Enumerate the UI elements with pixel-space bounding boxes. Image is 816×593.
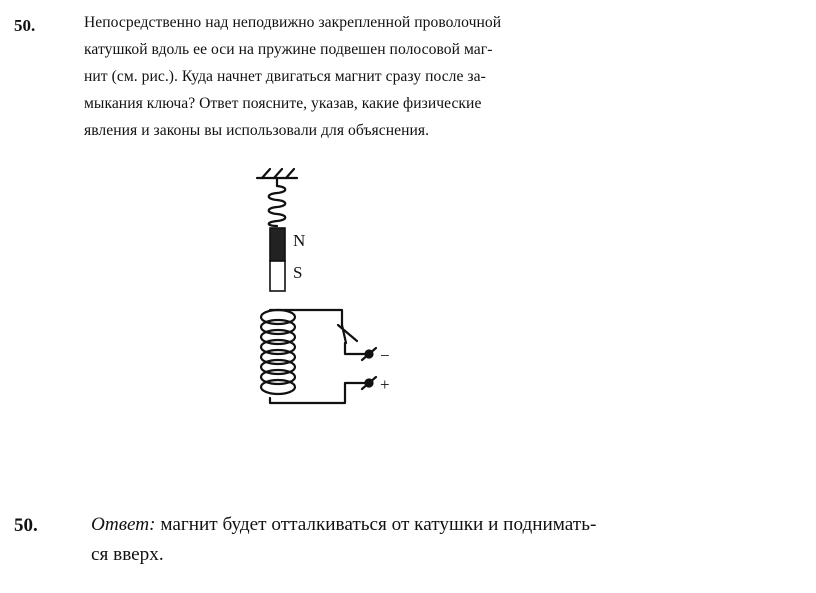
answer-text — [91, 510, 731, 570]
problem-line: нит (см. рис.). Куда начнет двигаться магнит сразу после за- — [84, 68, 486, 85]
answer-number: 50. — [14, 515, 38, 536]
answer-body-1: магнит будет отталкиваться от катушки и поднимать- — [155, 514, 597, 535]
answer-line-2: ся вверх. — [91, 544, 164, 565]
problem-number: 50. — [14, 16, 36, 35]
wire-coil — [261, 310, 295, 394]
answer-label: Ответ: — [91, 514, 156, 535]
problem-line: Непосредственно над неподвижно закрепленной проволочной — [84, 14, 502, 31]
spring — [269, 178, 286, 226]
magnet-north-pole — [270, 228, 285, 261]
ceiling-mount — [257, 169, 297, 178]
problem-line: катушкой вдоль ее оси на пружине подвешен полосовой маг- — [84, 41, 493, 58]
bar-magnet — [270, 228, 285, 291]
magnet-south-pole — [270, 261, 285, 291]
label-minus: − — [380, 346, 390, 365]
switch-key — [338, 325, 357, 343]
problem-line: явления и законы вы использовали для объяснения. — [84, 122, 430, 139]
label-south: S — [293, 263, 303, 282]
problem-line: мыкания ключа? Ответ поясните, указав, какие физические — [84, 95, 482, 112]
label-north: N — [293, 231, 306, 250]
label-plus: + — [380, 375, 390, 394]
answer-line-1 — [91, 510, 731, 540]
